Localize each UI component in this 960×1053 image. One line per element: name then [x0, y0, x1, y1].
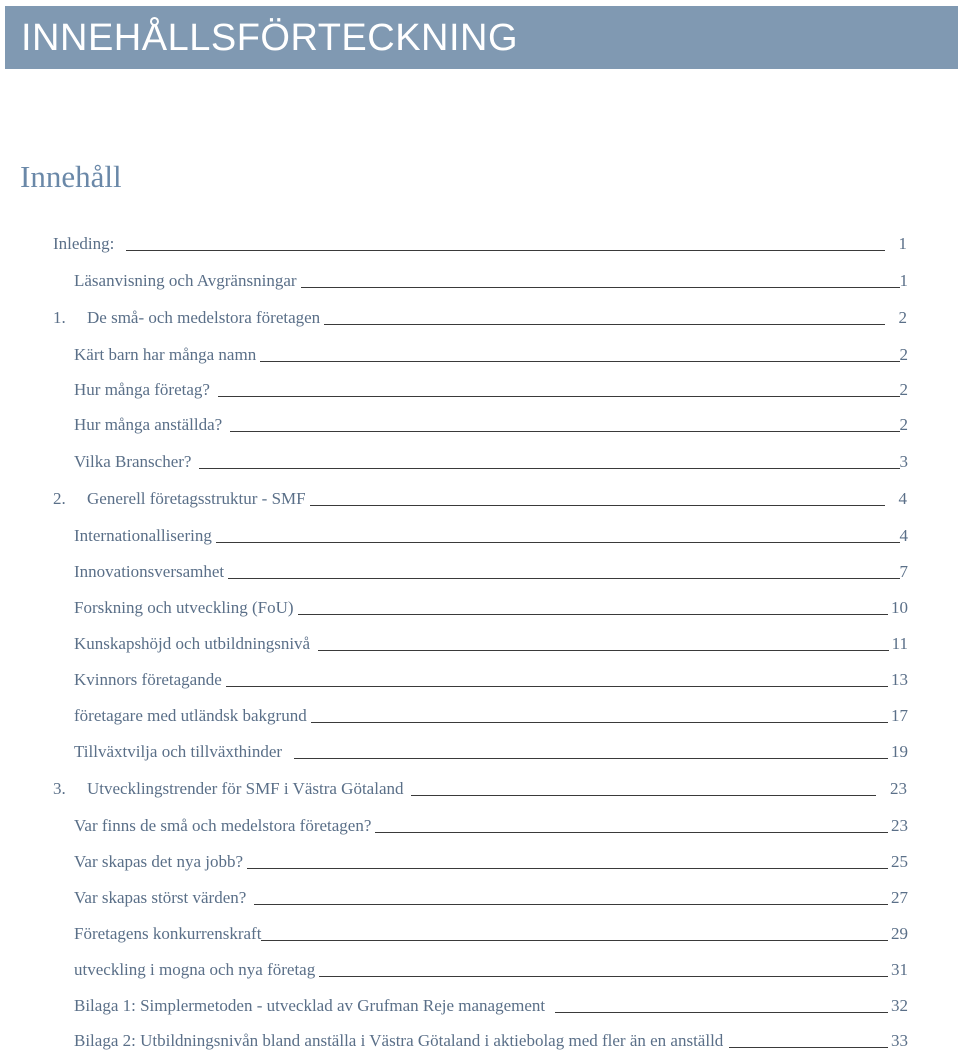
toc-entry-label: Kvinnors företagande [74, 670, 222, 689]
toc-page-number: 27 [891, 888, 908, 907]
toc-entry-label: Generell företagsstruktur - SMF [87, 489, 306, 508]
toc-entry[interactable] [74, 956, 908, 980]
toc-entry[interactable] [74, 848, 908, 872]
toc-entry-label: Bilaga 2: Utbildningsnivån bland anställa i Västra Götaland i aktiebolag med fler än en anställd [74, 1031, 724, 1050]
dot-leader [319, 976, 888, 977]
toc-entry-label: Internationallisering [74, 526, 212, 545]
dot-leader [318, 650, 889, 651]
toc-entry[interactable] [74, 376, 908, 400]
toc-entry[interactable] [74, 738, 908, 762]
toc-entry-label: Vilka Branscher? [74, 452, 192, 471]
toc-entry-label: Var skapas det nya jobb? [74, 852, 244, 871]
toc-page-number: 11 [891, 634, 908, 653]
toc-entry-label: Forskning och utveckling (FoU) [74, 598, 294, 617]
dot-leader [218, 396, 900, 397]
dot-leader [260, 361, 899, 362]
toc-page-number: 23 [890, 779, 907, 798]
toc-entry[interactable] [74, 522, 908, 546]
dot-leader [375, 832, 888, 833]
toc-page-number: 10 [891, 598, 908, 617]
toc-page-number: 2 [899, 345, 908, 364]
toc-page-number: 1 [898, 234, 907, 253]
toc-page-number: 19 [891, 742, 908, 761]
toc-chapter-1[interactable] [53, 304, 907, 328]
dot-leader [254, 904, 888, 905]
page-heading: Innehåll [20, 159, 122, 194]
toc-entry-label: Kärt barn har många namn [74, 345, 257, 364]
toc-entry-lasanvisning[interactable] [74, 267, 908, 291]
dot-leader [294, 758, 888, 759]
dot-leader [126, 250, 884, 251]
toc-entry[interactable] [74, 630, 908, 654]
toc-chapter-3[interactable] [53, 775, 907, 799]
dot-leader [411, 795, 876, 796]
toc-entry[interactable] [74, 666, 908, 690]
toc-entry-label: Läsanvisning och Avgränsningar [74, 271, 297, 290]
dot-leader [310, 505, 885, 506]
toc-entry-label: Kunskapshöjd och utbildningsnivå [74, 634, 311, 653]
toc-entry[interactable] [74, 594, 908, 618]
toc-entry[interactable] [74, 558, 908, 582]
toc-entry-label: Bilaga 1: Simplermetoden - utvecklad av Grufman Reje management [74, 996, 546, 1015]
toc-entry-inledning[interactable] [53, 230, 907, 254]
toc-page-number: 32 [891, 996, 908, 1015]
toc-page-number: 2 [898, 308, 907, 327]
toc-entry-label: företagare med utländsk bakgrund [74, 706, 307, 725]
toc-page-number: 7 [899, 562, 908, 581]
toc-entry[interactable] [74, 411, 908, 435]
dot-leader [226, 686, 888, 687]
toc-entry[interactable] [74, 884, 908, 908]
toc-chapter-number: 1. [53, 308, 66, 327]
toc-entry[interactable] [74, 341, 908, 365]
banner-title: INNEHÅLLSFÖRTECKNING [21, 17, 519, 59]
toc-entry-label: utveckling i mogna och nya företag [74, 960, 316, 979]
toc-entry-bilaga-2[interactable] [74, 1027, 908, 1051]
toc-page-number: 31 [891, 960, 908, 979]
dot-leader [230, 431, 899, 432]
toc-entry-label: Innovationsversamhet [74, 562, 225, 581]
toc-page-number: 2 [899, 380, 908, 399]
toc-entry[interactable] [74, 448, 908, 472]
toc-entry-label: Utvecklingstrender för SMF i Västra Götaland [87, 779, 404, 798]
toc-page-number: 13 [891, 670, 908, 689]
dot-leader [311, 722, 888, 723]
toc-entry[interactable] [74, 702, 908, 726]
toc-entry-label: Hur många anställda? [74, 415, 223, 434]
toc-page-number: 25 [891, 852, 908, 871]
toc-page-number: 1 [899, 271, 908, 290]
toc-chapter-2[interactable] [53, 485, 907, 509]
toc-entry-label: Tillväxtvilja och tillväxthinder [74, 742, 283, 761]
dot-leader [555, 1012, 888, 1013]
toc-entry[interactable] [74, 812, 908, 836]
toc-entry-label: Inleding: [53, 234, 115, 253]
toc-entry[interactable] [74, 920, 908, 944]
dot-leader [247, 868, 888, 869]
dot-leader [261, 940, 888, 941]
toc-entry-label: Företagens konkurrenskraft [74, 924, 262, 943]
dot-leader [324, 324, 884, 325]
dot-leader [199, 468, 899, 469]
dot-leader [729, 1047, 888, 1048]
dot-leader [301, 287, 900, 288]
dot-leader [298, 614, 888, 615]
toc-page-number: 2 [899, 415, 908, 434]
toc-page-number: 33 [891, 1031, 908, 1050]
toc-chapter-number: 3. [53, 779, 66, 798]
toc-entry-label: Hur många företag? [74, 380, 210, 399]
toc-page-number: 4 [898, 489, 907, 508]
toc-page-number: 3 [899, 452, 908, 471]
toc-page-number: 23 [891, 816, 908, 835]
toc-entry-label: De små- och medelstora företagen [87, 308, 321, 327]
toc-entry-label: Var skapas störst värden? [74, 888, 247, 907]
dot-leader [228, 578, 899, 579]
toc-entry-bilaga-1[interactable] [74, 992, 908, 1016]
dot-leader [216, 542, 900, 543]
toc-page-number: 4 [899, 526, 908, 545]
toc-page-number: 17 [891, 706, 908, 725]
toc-page-number: 29 [891, 924, 908, 943]
toc-entry-label: Var finns de små och medelstora företagen? [74, 816, 372, 835]
toc-chapter-number: 2. [53, 489, 66, 508]
